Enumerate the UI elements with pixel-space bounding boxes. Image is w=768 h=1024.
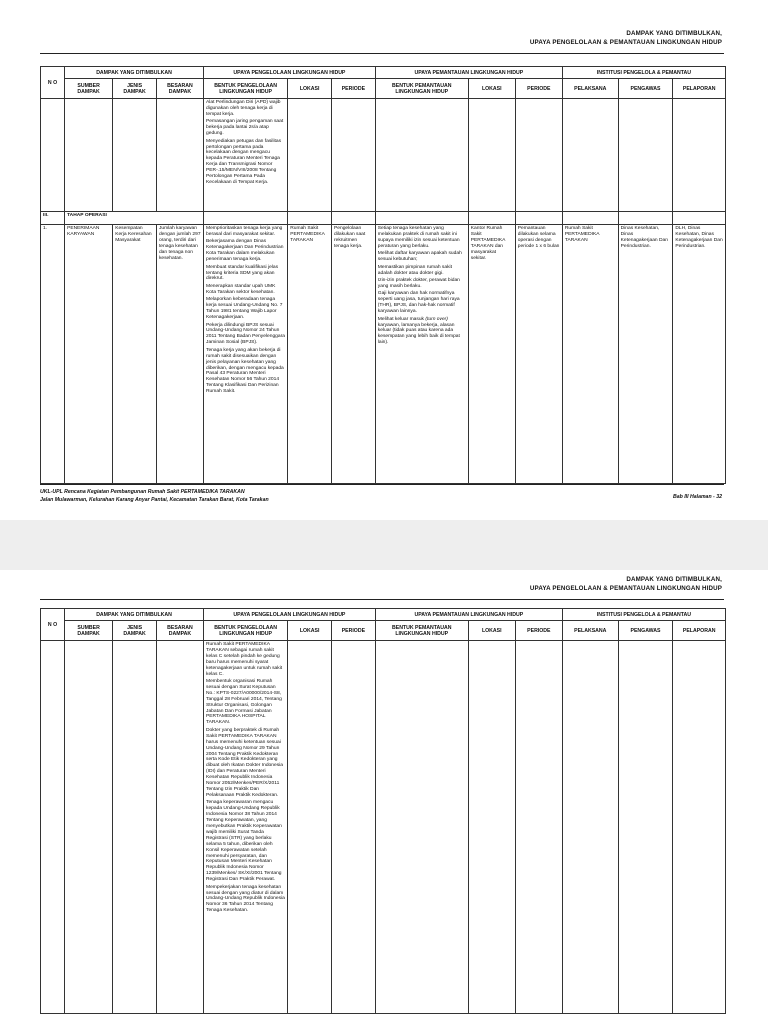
col-besaran-dampak: BESARAN DAMPAK [156,79,203,99]
col-sumber-dampak: SUMBER DAMPAK [65,79,113,99]
bentuk-pemantauan-cell [375,225,468,484]
col-sumber-dampak: SUMBER DAMPAK [65,621,113,641]
periode-pengelolaan-cell: Pengelolaan dilakukan saat rekruitmen tenaga kerja. [332,225,376,484]
list-item: Pekerja dilindungi BPJS sesuai Undang-Undang Nomor 24 Tahun 2011 Tentang Badan Penyelenggara Jaminan Sosial (BPJS). [206,322,285,346]
col-bentuk-pengelolaan: BENTUK PENGELOLAAN LINGKUNGAN HIDUP [204,621,288,641]
footer-line-1: UKL-UPL Rencana Kegiatan Pembangunan Rumah Sakit PERTAMEDIKA TARAKAN [40,489,245,495]
table-column-header-row [41,79,726,99]
list-item: Rumah Sakit PERTAMEDIKA TARAKAN sebagai rumah sakit kelas C setelah pindah ke gedung baru harus memenuhi syarat ketenagakerjaan untuk rumah sakit kelas C. [206,642,283,677]
list-item [378,317,466,347]
list-item: Tenaga keperawaran mengacu kepada Undang-Undang Republik Indonesia Nomor 38 Tahun 2014 Tentang Keperawatan, yang menyebutkan Praktik Keperawatan wajib memiliki Surat Tanda Registrasi (STR) yang berlaku selama 5 tahun, diberikan oleh Konsil Keperawatan setelah memenuhi persyaratan, dan Keputusan Menteri Kesehatan Republik Indonesia Nomor 1239/Menkes/ SK/XI/2001 Tentang Registrasi Dan Praktik Perawat. [206,800,282,883]
header-rule [40,599,724,600]
pelaporan-cell: DLH, Dinas Kesehatan, Dinas Ketenagakerjaan Dan Perindustrian. [673,225,726,484]
periode-pemantauan-cell: Pemantauan dilakukan selama operasi dengan periode 1 x 6 bulan [515,225,562,484]
group-upaya-pemantauan: UPAYA PEMANTAUAN LINGKUNGAN HIDUP [375,67,562,79]
pengelolaan-continuation-cell [204,99,288,212]
header-line-1: DAMPAK YANG DITIMBULKAN, [626,30,722,37]
col-bentuk-pemantauan: BENTUK PEMANTAUAN LINGKUNGAN HIDUP [375,79,468,99]
list-item: Menyediakan petugas dan fasilitas pertolongan pertama pada kecelakaan dengan mengacu kepada Peraturan Menteri Tenaga Kerja dan Transmigrasi Nomor PER-.15/MEN/VIII/2008 Tentang Pertolongan Pertama Pada Kecelakaan di Tempat Kerja. [206,138,282,185]
group-dampak: DAMPAK YANG DITIMBULKAN [65,609,204,621]
list-item: Mempekerjakan tenaga kesehatan sesuai dengan yang diatur di dalam Undang-Undang Republik Indonesia Nomor 36 Tahun 2014 Tentang Tenaga Kesehatan. [206,884,285,914]
list-item: Melihat daftar karyawan apakah sudah sesuai kebutuhan; [377,251,462,263]
group-dampak: DAMPAK YANG DITIMBULKAN [65,67,204,79]
col-pelaporan: PELAPORAN [673,79,726,99]
page-footer [40,488,269,504]
col-jenis-dampak: JENIS DAMPAK [113,621,157,641]
list-item: Melaporkan keberadaan tenaga kerja sesuai Undang-Undang No. 7 Tahun 1981 tentang Wajib Lapor Ketenagakerjaan. [206,297,283,321]
italic-term: (turn over) [425,316,448,322]
group-upaya-pengelolaan: UPAYA PENGELOLAAN LINGKUNGAN HIDUP [204,67,376,79]
table-group-header-row [41,609,726,621]
running-header [530,30,722,47]
text-run: karyawan, lamanya bekerja, alasan keluar (tidak puas atau karena ada kesempatan yang lebih baik di tempat lain). [377,322,460,346]
table-column-header-row [41,621,726,641]
group-upaya-pengelolaan: UPAYA PENGELOLAAN LINGKUNGAN HIDUP [204,609,376,621]
list-item: Izin-izin praktek dokter, perawat bidan yang masih berlaku. [377,278,460,289]
section-number: III. [41,212,65,225]
lokasi-pengelolaan-cell: Rumah Sakit PERTAMEDIKA TARAKAN [288,225,332,484]
pengawas-cell: Dinas Kesehatan, Dinas Ketenagakerjaan Dan Perindustrian. [618,225,673,484]
col-bentuk-pengelolaan: BENTUK PENGELOLAAN LINGKUNGAN HIDUP [204,79,288,99]
sumber-dampak-cell: PENERIMAAN KARYAWAN [65,225,113,484]
header-line-2: UPAYA PENGELOLAAN & PEMANTAUAN LINGKUNGAN HIDUP [529,584,722,592]
page-number: Bab III Halaman - 32 [672,494,722,500]
footer-rule [40,484,724,485]
lokasi-pemantauan-cell: Kantor Rumah Sakit PERTAMEDIKA TARAKAN dan masyarakat sekitar. [468,225,515,484]
list-item: Bekerjasama dengan Dinas Ketenagakerjaan Dan Perindustrian Kota Tarakan dalam melakukan penerimaan tenaga kerja. [206,239,284,263]
environmental-management-table [40,66,726,484]
list-item: Menerapkan standar upah UMK Kota Tarakan sektor kesehatan. [206,283,276,295]
bentuk-pengelolaan-cell [204,225,288,484]
list-item: Setiap tenaga kesehatan yang melakukan praktek di rumah sakit ini supaya memiliki izin sesuai ketentuan peraturan yang berlaku. [377,226,460,249]
col-pelaporan: PELAPORAN [673,621,726,641]
table-row [41,641,726,1014]
col-periode-pengelolaan: PERIODE [332,79,376,99]
row-number: 1. [41,225,65,484]
group-upaya-pemantauan: UPAYA PEMANTAUAN LINGKUNGAN HIDUP [375,609,562,621]
section-row-tahap-operasi [41,212,726,225]
table-group-header-row [41,67,726,79]
document-page-2 [0,570,768,1024]
running-header [530,576,722,593]
list-item: Pemasangan jaring pengaman saat bekerja pada lantai 2s/a atap gedung. [206,119,284,137]
col-bentuk-pemantauan: BENTUK PEMANTAUAN LINGKUNGAN HIDUP [375,621,468,641]
list-item: Gaji karyawan dan hak normatifnya seperti uang jasa, tunjangan hari raya (THR), BPJS, dan hak-hak normatif karyawan lainnya. [377,291,460,315]
header-rule [40,53,724,54]
list-item: Dokter yang berpraktek di Rumah Sakit PERTAMEDIKA TARAKAN harus memenuhi ketentuan sesuai Undang-Undang Nomor 29 Tahun 2004 Tentang Praktik Kedokteran serta Kode Etik Kedokteran yang dibuat oleh Ikatan Dokter Indonesia (IDI) dan Peraturan Menteri Kesehatan Republik Indonesia Nomor 2052/Menkes/PER/X/2011 Tentang Izin Praktik Dan Pelaksanaan Praktik Kedokteran. [206,727,283,798]
pelaksana-cell: Rumah Sakit PERTAMEDIKA TARAKAN [562,225,618,484]
col-jenis-dampak: JENIS DAMPAK [113,79,157,99]
section-title: TAHAP OPERASI [65,212,157,225]
list-item: Alat Perlindungan Diri (APD) wajib digunakan oleh tenaga kerja di tempat kerja. [206,100,281,117]
col-pelaksana: PELAKSANA [562,79,618,99]
col-pelaksana: PELAKSANA [562,621,618,641]
col-lokasi-pemantauan: LOKASI [468,621,515,641]
text-run: Melihat keluar masuk [377,316,426,322]
besaran-dampak-cell: Jumlah karyawan dengan jumlah 297 orang, terdiri dari tenaga kesehatan dan tenaga non kesehatan. [156,225,203,484]
group-institusi: INSTITUSI PENGELOLA & PEMANTAU [562,609,725,621]
page-gap [0,520,768,570]
col-periode-pemantauan: PERIODE [515,79,562,99]
jenis-dampak-cell: Kesempatan Kerja Keresahan Masyarakat [113,225,157,484]
bentuk-pengelolaan-cell [204,641,288,1014]
col-no: N O [41,67,65,99]
col-periode-pemantauan: PERIODE [515,621,562,641]
list-item: Memastikan pimpinan rumah sakit adalah dokter atau dokter gigi. [377,264,452,276]
col-lokasi-pengelolaan: LOKASI [288,79,332,99]
col-lokasi-pemantauan: LOKASI [468,79,515,99]
list-item: Membentuk organisasi Rumah sesuai dengan Surat Keputusan No.: KPTS-0227/A00000/2014-S8, Tanggal 28 Februari 2014, Tentang Struktur Organisasi, Golongan Jabatan Dan Formasi Jabatan PERTAMEDIKA HOSPITAL TARAKAN. [206,679,282,726]
col-periode-pengelolaan: PERIODE [332,621,376,641]
col-besaran-dampak: BESARAN DAMPAK [156,621,203,641]
header-line-1: DAMPAK YANG DITIMBULKAN, [626,576,722,583]
group-institusi: INSTITUSI PENGELOLA & PEMANTAU [562,67,725,79]
footer-line-2: Jalan Mulawarman, Kelurahan Karang Anyar Pantai, Kecamatan Tarakan Barat, Kota Tarakan [40,497,269,503]
col-lokasi-pengelolaan: LOKASI [288,621,332,641]
col-no: N O [41,609,65,641]
table-row-continuation [41,99,726,212]
list-item: Tenaga kerja yang akan bekerja di rumah sakit disesuaikan dengan jenis pelayanan kesehatan yang diberikan, dengan mengacu kepada Pasal 43 Peraturan Menteri Kesehatan Nomor 56 Tahun 2014 Tentang Klasifikasi Dan Perizinan Rumah Sakit. [206,347,284,395]
header-line-2: UPAYA PENGELOLAAN & PEMANTAUAN LINGKUNGAN HIDUP [529,38,722,46]
table-row [41,225,726,484]
col-pengawas: PENGAWAS [618,621,673,641]
col-pengawas: PENGAWAS [618,79,673,99]
list-item: Memprioritaskan tenaga kerja yang berasal dari masyarakat sekitar. [206,226,283,237]
environmental-management-table [40,608,726,1014]
list-item: Membuat standar kualifikasi jelas tentang kriteria SDM yang akan direkrut. [206,264,279,282]
